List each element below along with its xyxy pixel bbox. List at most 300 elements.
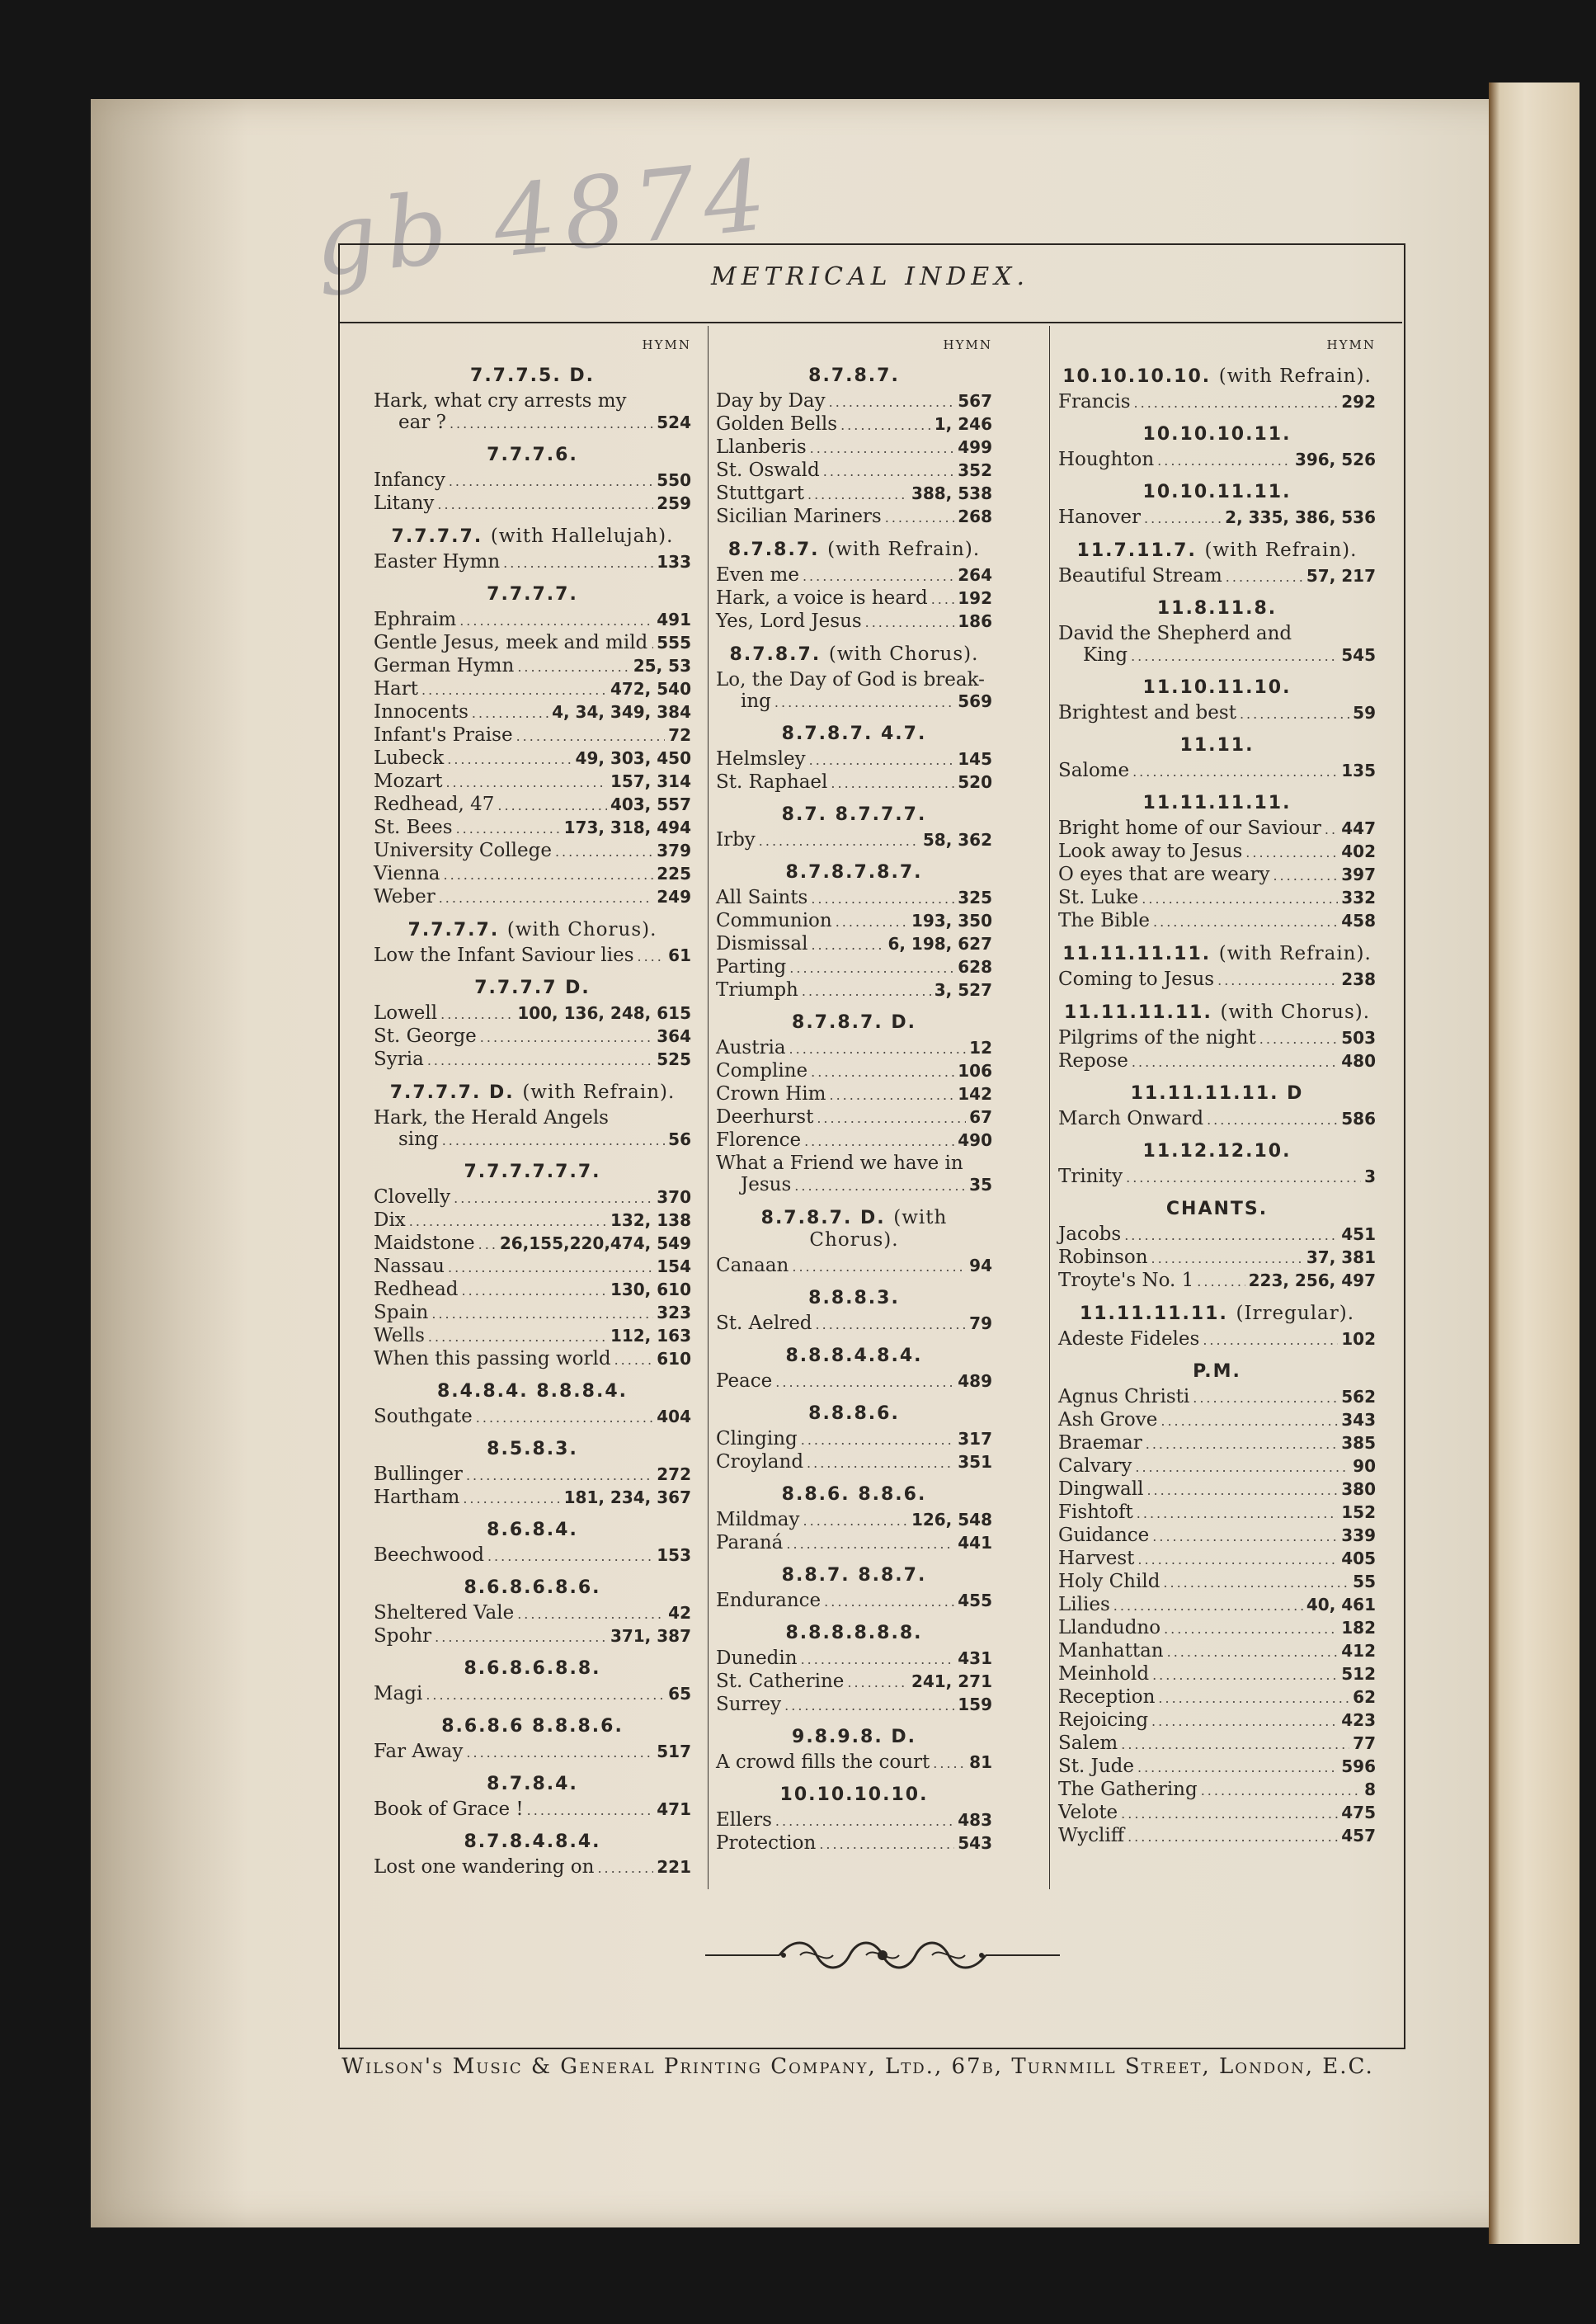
meter-label: 7.7.7.7 D. <box>474 978 591 998</box>
hymn-entry <box>716 1532 992 1555</box>
tune-name-continuation: ing <box>741 691 771 712</box>
hymn-entry <box>716 1106 992 1129</box>
dot-leader <box>459 610 653 632</box>
hymn-numbers: 238 <box>1341 969 1376 989</box>
hymn-numbers: 100, 136, 248, 615 <box>517 1003 691 1023</box>
tune-name: Helmsley <box>716 748 806 770</box>
hymn-entry <box>1058 1455 1376 1478</box>
meter-heading <box>716 1484 992 1506</box>
dot-leader <box>426 1685 665 1706</box>
meter-section <box>716 643 992 714</box>
meter-section <box>374 1577 691 1648</box>
tune-name-continued <box>374 412 691 435</box>
dot-leader <box>803 1511 908 1532</box>
hymn-entry <box>374 863 691 886</box>
hymn-numbers: 317 <box>958 1429 992 1449</box>
tune-name: Jacobs <box>1058 1223 1122 1245</box>
dot-leader <box>847 1672 908 1694</box>
meter-heading <box>374 365 691 387</box>
tune-name: Dunedin <box>716 1648 798 1669</box>
meter-section <box>1058 1083 1376 1131</box>
hymn-numbers: 512 <box>1341 1664 1376 1684</box>
meter-section <box>716 1288 992 1336</box>
meter-section <box>374 445 691 516</box>
meter-label: 8.6.8.4. <box>487 1520 578 1540</box>
hymn-numbers: 142 <box>958 1084 992 1104</box>
meter-qualifier: (with Refrain). <box>1218 943 1372 964</box>
dot-leader <box>819 1834 954 1855</box>
meter-label: 7.7.7.7. <box>391 526 483 547</box>
dot-leader <box>1164 1619 1338 1640</box>
hymn-entry <box>374 551 691 574</box>
hymn-entry <box>374 1107 691 1152</box>
meter-heading <box>716 1012 992 1034</box>
hymn-numbers: 90 <box>1353 1456 1376 1476</box>
hymn-entry <box>1058 1501 1376 1525</box>
tune-name: Book of Grace ! <box>374 1798 524 1820</box>
hymn-entry <box>374 1186 691 1209</box>
tune-name: Hart <box>374 678 419 700</box>
meter-label: 8.7.8.7. <box>727 540 820 560</box>
tune-name: Lowell <box>374 1002 438 1024</box>
tune-name: Manhattan <box>1058 1640 1164 1662</box>
tune-name: Guidance <box>1058 1525 1150 1546</box>
hymn-entry <box>374 678 691 701</box>
hymn-entry <box>716 483 992 506</box>
tune-name: Hark, a voice is heard <box>716 587 928 609</box>
meter-heading <box>716 724 992 745</box>
tune-name: Golden Bells <box>716 413 838 435</box>
hymn-entry <box>716 436 992 460</box>
meter-section <box>1058 482 1376 530</box>
meter-section <box>1058 1303 1376 1351</box>
hymn-numbers: 37, 381 <box>1306 1247 1376 1267</box>
dot-leader <box>840 415 931 436</box>
tune-name: Low the Infant Saviour lies <box>374 945 634 966</box>
meter-heading <box>374 1381 691 1402</box>
hymn-entry <box>716 1671 992 1694</box>
hymn-entry <box>374 609 691 632</box>
dot-leader <box>1128 1827 1338 1848</box>
meter-section <box>716 539 992 634</box>
dot-leader <box>1152 1526 1338 1548</box>
hymn-numbers: 503 <box>1341 1028 1376 1048</box>
hymn-numbers: 569 <box>958 691 992 711</box>
tune-name: Sicilian Mariners <box>716 506 882 527</box>
hymn-entry <box>716 887 992 910</box>
dot-leader <box>1259 1029 1338 1050</box>
dot-leader <box>1167 1642 1339 1663</box>
dot-leader <box>824 1591 954 1613</box>
meter-heading <box>374 1162 691 1183</box>
tune-name: Lubeck <box>374 747 445 769</box>
tune-name: Mozart <box>374 771 443 792</box>
tune-name: Syria <box>374 1049 424 1070</box>
meter-heading <box>1058 540 1376 562</box>
hymn-entry <box>716 910 992 933</box>
dot-leader <box>472 703 548 724</box>
hymn-numbers: 102 <box>1341 1329 1376 1349</box>
hymn-entry <box>374 1464 691 1487</box>
tune-name: Salome <box>1058 760 1130 781</box>
meter-section <box>374 1658 691 1706</box>
tune-name: Peace <box>716 1370 773 1392</box>
hymn-entry <box>716 1809 992 1832</box>
meter-heading <box>374 1658 691 1680</box>
meter-qualifier: (with Refrain). <box>827 539 981 560</box>
hymn-numbers: 154 <box>657 1256 691 1276</box>
dot-leader <box>1273 865 1338 887</box>
hymn-numbers: 402 <box>1341 841 1376 861</box>
meter-heading <box>716 1727 992 1748</box>
tune-name-continuation: ear ? <box>398 412 446 433</box>
dot-leader <box>1152 1665 1338 1686</box>
hymn-numbers: 455 <box>958 1591 992 1610</box>
hymn-entry <box>1058 1663 1376 1686</box>
dot-leader <box>450 413 653 435</box>
meter-label: 7.7.7.7. <box>407 920 500 940</box>
hymn-entry <box>374 493 691 516</box>
dot-leader <box>807 1453 954 1474</box>
index-column-1 <box>374 334 691 1879</box>
tune-name: Lilies <box>1058 1594 1110 1615</box>
hymn-numbers: 543 <box>958 1833 992 1853</box>
hymn-entry <box>1058 1027 1376 1050</box>
hymn-numbers: 405 <box>1341 1549 1376 1568</box>
hymn-entry <box>374 1406 691 1429</box>
tune-name: The Gathering <box>1058 1779 1198 1800</box>
dot-leader <box>885 507 955 529</box>
meter-heading <box>374 978 691 999</box>
hymn-numbers: 264 <box>958 565 992 585</box>
tune-name: Bullinger <box>374 1464 463 1485</box>
hymn-entry <box>374 1256 691 1279</box>
dot-leader <box>816 1314 967 1336</box>
dot-leader <box>1137 1549 1338 1571</box>
hymn-entry <box>374 1025 691 1049</box>
hymn-entry <box>1058 1270 1376 1293</box>
hymn-numbers: 332 <box>1341 888 1376 907</box>
hymn-numbers: 458 <box>1341 911 1376 931</box>
meter-heading <box>716 643 992 666</box>
meter-section <box>1058 598 1376 667</box>
hymn-numbers: 388, 538 <box>911 483 992 503</box>
dot-leader <box>823 461 954 483</box>
hymn-entry <box>1058 1802 1376 1825</box>
hymn-numbers: 397 <box>1341 865 1376 884</box>
hymn-entry <box>374 632 691 655</box>
tune-name: St. Catherine <box>716 1671 845 1692</box>
meter-heading <box>716 1565 992 1586</box>
hymn-numbers: 40, 461 <box>1306 1595 1376 1615</box>
dot-leader <box>1151 1248 1303 1270</box>
meter-section <box>716 1484 992 1555</box>
meter-label: 11.11.11.11. D <box>1130 1083 1304 1104</box>
hymn-entry <box>374 1602 691 1625</box>
tune-name-continuation: Jesus <box>741 1174 792 1195</box>
meter-section <box>1058 735 1376 783</box>
tune-name: Clovelly <box>374 1186 451 1208</box>
meter-qualifier: (with Refrain). <box>1218 365 1372 387</box>
hymn-entry <box>716 1832 992 1855</box>
dot-leader <box>1146 1480 1338 1501</box>
tune-name: Bright home of our Saviour <box>1058 818 1321 839</box>
dot-leader <box>435 1627 607 1648</box>
dot-leader <box>1153 912 1338 933</box>
meter-label: 8.5.8.3. <box>487 1439 578 1459</box>
dot-leader <box>1121 1803 1338 1825</box>
decorative-ornament <box>701 1930 1064 1980</box>
hymn-numbers: 135 <box>1341 761 1376 780</box>
tune-name: Triumph <box>716 979 798 1001</box>
hymn-numbers: 441 <box>958 1533 992 1553</box>
meter-heading <box>1058 365 1376 388</box>
hymn-entry <box>1058 1432 1376 1455</box>
tune-name: Hanover <box>1058 507 1142 528</box>
meter-label: 11.8.11.8. <box>1156 598 1278 619</box>
tune-name: Southgate <box>374 1406 473 1427</box>
meter-label: 7.7.7.7.7.7. <box>464 1162 601 1182</box>
dot-leader <box>836 912 908 933</box>
meter-section <box>374 526 691 574</box>
tune-name: St. Oswald <box>716 460 820 481</box>
hymn-entry <box>374 655 691 678</box>
tune-name: When this passing world <box>374 1348 611 1369</box>
tune-name: March Onward <box>1058 1108 1204 1129</box>
dot-leader <box>466 1742 653 1764</box>
dot-leader <box>804 1131 954 1153</box>
tune-name: St. Aelred <box>716 1313 812 1334</box>
tune-name: Dix <box>374 1209 406 1231</box>
tune-name: Stuttgart <box>716 483 804 504</box>
hymn-entry <box>716 610 992 634</box>
hymn-numbers: 396, 526 <box>1294 450 1376 469</box>
dot-leader <box>809 750 955 771</box>
meter-heading <box>716 365 992 387</box>
meter-label: 11.7.11.7. <box>1076 540 1197 561</box>
meter-section <box>374 1831 691 1879</box>
hymn-numbers: 42 <box>668 1603 691 1623</box>
tune-name: Hartham <box>374 1487 460 1508</box>
hymn-entry <box>374 747 691 771</box>
hymn-numbers: 58, 362 <box>922 830 992 850</box>
dot-leader <box>497 795 607 817</box>
dot-leader <box>1144 508 1222 530</box>
hymn-numbers: 385 <box>1341 1433 1376 1453</box>
tune-name: Gentle Jesus, meek and mild <box>374 632 648 653</box>
meter-label: 8.8.7. 8.8.7. <box>781 1565 927 1586</box>
hymn-numbers: 451 <box>1341 1224 1376 1244</box>
meter-heading <box>374 1082 691 1104</box>
meter-section <box>374 365 691 435</box>
hymn-numbers: 371, 387 <box>610 1626 691 1646</box>
tune-name: Florence <box>716 1129 802 1151</box>
dot-leader <box>527 1800 654 1822</box>
dot-leader <box>807 484 908 506</box>
dot-leader <box>597 1858 653 1879</box>
hymn-entry <box>1058 1247 1376 1270</box>
tune-name: German Hymn <box>374 655 515 676</box>
hymn-numbers: 223, 256, 497 <box>1248 1270 1376 1290</box>
hymn-numbers: 186 <box>958 611 992 631</box>
hymn-entry <box>374 1002 691 1025</box>
dot-leader <box>1226 567 1303 588</box>
meter-qualifier: (Irregular). <box>1236 1303 1355 1324</box>
meter-section <box>1058 365 1376 414</box>
hymn-numbers: 6, 198, 627 <box>887 934 992 954</box>
meter-label: 10.10.11.11. <box>1142 482 1292 502</box>
hymn-numbers: 133 <box>657 552 691 572</box>
meter-label: CHANTS. <box>1165 1199 1269 1219</box>
dot-leader <box>865 612 955 634</box>
tune-name: Harvest <box>1058 1548 1135 1569</box>
tune-name: Communion <box>716 910 832 931</box>
meter-section <box>1058 1002 1376 1073</box>
tune-name: O eyes that are weary <box>1058 864 1270 885</box>
meter-label: P.M. <box>1193 1361 1241 1382</box>
hymn-numbers: 472, 540 <box>610 679 691 699</box>
hymn-entry <box>716 1083 992 1106</box>
hymn-entry <box>716 771 992 794</box>
tune-name: The Bible <box>1058 910 1151 931</box>
hymn-numbers: 193, 350 <box>911 911 992 931</box>
tune-name-continued <box>716 691 992 714</box>
hymn-entry <box>1058 1709 1376 1732</box>
handwritten-shelfmark: gb 4874 <box>308 137 779 299</box>
meter-heading <box>716 1346 992 1367</box>
tune-name: Salem <box>1058 1732 1118 1754</box>
tune-name: Hark, what cry arrests my <box>374 390 627 412</box>
tune-name: Agnus Christi <box>1058 1386 1190 1407</box>
meter-label: 11.11.11.11. <box>1142 793 1292 813</box>
meter-label: 8.7.8.7. D. <box>792 1012 916 1033</box>
dot-leader <box>428 1327 607 1348</box>
hymn-entry <box>1058 1386 1376 1409</box>
dot-leader <box>442 1130 665 1152</box>
hymn-numbers: 225 <box>657 864 691 884</box>
meter-heading <box>374 445 691 466</box>
tune-name-continued <box>374 1129 691 1152</box>
meter-label: 8.7.8.7.8.7. <box>785 862 923 883</box>
hymn-numbers: 2, 335, 386, 536 <box>1225 507 1376 527</box>
dot-leader <box>775 1811 954 1832</box>
column-divider <box>708 326 709 1889</box>
dot-leader <box>463 1488 560 1510</box>
hymn-numbers: 1, 246 <box>934 414 992 434</box>
tune-name: Meinhold <box>1058 1663 1150 1685</box>
dot-leader <box>439 888 654 909</box>
tune-name: Maidstone <box>374 1233 475 1254</box>
tune-name: Lo, the Day of God is break- <box>716 669 985 691</box>
hymn-column-header: HYMN <box>1326 337 1376 352</box>
dot-leader <box>931 589 955 610</box>
hymn-entry <box>1058 1166 1376 1189</box>
dot-leader <box>831 773 954 794</box>
hymn-entry <box>1058 818 1376 841</box>
dot-leader <box>1124 1225 1338 1247</box>
meter-section <box>1058 1361 1376 1848</box>
meter-label: 8.8.8.6. <box>808 1403 900 1424</box>
hymn-numbers: 65 <box>668 1684 691 1704</box>
tune-name: Reception <box>1058 1686 1156 1708</box>
tune-name: Beechwood <box>374 1544 484 1566</box>
meter-label: 10.10.10.11. <box>1142 424 1292 445</box>
dot-leader <box>1217 970 1338 992</box>
tune-name: Yes, Lord Jesus <box>716 610 862 632</box>
hymn-numbers: 550 <box>657 470 691 490</box>
meter-qualifier: (with Refrain). <box>522 1082 676 1103</box>
meter-qualifier: (with Chorus). <box>809 1207 948 1251</box>
meter-label: 8.8.6. 8.8.6. <box>781 1484 927 1505</box>
meter-heading <box>716 804 992 826</box>
tune-name: Day by Day <box>716 390 826 412</box>
tune-name: Wycliff <box>1058 1825 1125 1846</box>
dot-leader <box>1135 1457 1349 1478</box>
dot-leader <box>614 1350 654 1371</box>
dot-leader <box>503 553 653 574</box>
meter-heading <box>374 1774 691 1795</box>
hymn-entry <box>716 1428 992 1451</box>
meter-section <box>374 1439 691 1510</box>
meter-label: 11.11.11.11. <box>1079 1303 1228 1324</box>
hymn-numbers: 268 <box>958 507 992 526</box>
hymn-entry <box>1058 565 1376 588</box>
hymn-entry <box>374 1049 691 1072</box>
tune-name: Robinson <box>1058 1247 1148 1268</box>
tune-name: Crown Him <box>716 1083 826 1105</box>
hymn-numbers: 79 <box>969 1313 992 1333</box>
tune-name: St. Jude <box>1058 1756 1134 1777</box>
hymn-entry <box>1058 1223 1376 1247</box>
dot-leader <box>476 1407 653 1429</box>
meter-label: 11.11.11.11. <box>1062 944 1212 964</box>
hymn-entry <box>374 1544 691 1567</box>
hymn-entry <box>716 564 992 587</box>
meter-section <box>716 1207 992 1278</box>
dot-leader <box>1134 393 1339 414</box>
hymn-numbers: 447 <box>1341 818 1376 838</box>
hymn-numbers: 352 <box>958 460 992 480</box>
tune-name: Redhead <box>374 1279 459 1300</box>
meter-heading <box>374 1831 691 1853</box>
hymn-entry <box>1058 1050 1376 1073</box>
dot-leader <box>466 1465 653 1487</box>
dot-leader <box>1201 1780 1361 1802</box>
hymn-numbers: 545 <box>1341 645 1376 665</box>
meter-heading <box>374 919 691 941</box>
hymn-numbers: 145 <box>958 749 992 769</box>
tune-name: Protection <box>716 1832 817 1854</box>
hymn-numbers: 596 <box>1341 1756 1376 1776</box>
hymn-entry <box>716 390 992 413</box>
hymn-entry <box>374 1856 691 1879</box>
index-column-3 <box>1058 334 1376 1848</box>
page-title: METRICAL INDEX. <box>710 262 1030 291</box>
meter-section <box>1058 1199 1376 1293</box>
hymn-entry <box>1058 1409 1376 1432</box>
tune-name: Coming to Jesus <box>1058 969 1215 990</box>
dot-leader <box>1137 1757 1338 1779</box>
meter-heading <box>374 526 691 548</box>
hymn-numbers: 25, 53 <box>633 656 691 676</box>
hymn-entry <box>1058 1779 1376 1802</box>
tune-name: All Saints <box>716 887 808 908</box>
dot-leader <box>456 818 561 840</box>
hymn-numbers: 55 <box>1353 1572 1376 1591</box>
tune-name: Austria <box>716 1037 786 1058</box>
hymn-entry <box>1058 1548 1376 1571</box>
hymn-numbers: 126, 548 <box>911 1510 992 1530</box>
